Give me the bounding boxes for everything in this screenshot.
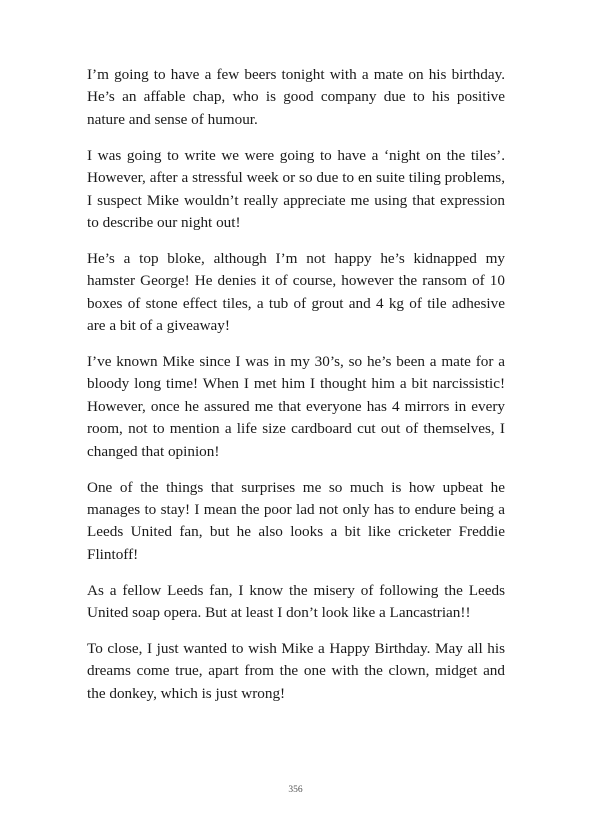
paragraph-2: I was going to write we were going to have a ‘night on the tiles’. However, after a stressful week or so due to en suite tiling problems, I suspect Mike wouldn’t really appreciate me using that expression to describe our night out! <box>87 146 505 231</box>
paragraph-5: One of the things that surprises me so much is how upbeat he manages to stay! I mean the poor lad not only has to endure being a Leeds United fan, but he also looks a bit like cricketer Freddie Flintoff! <box>87 478 505 563</box>
paragraph-7: To close, I just wanted to wish Mike a Happy Birthday. May all his dreams come true, apart from the one with the clown, midget and the donkey, which is just wrong! <box>87 639 505 702</box>
paragraph-1: I’m going to have a few beers tonight with a mate on his birthday. He’s an affable chap, who is good company due to his positive nature and sense of humour. <box>87 66 505 128</box>
body-text <box>87 64 505 719</box>
paragraph-3: He’s a top bloke, although I’m not happy he’s kidnapped my hamster George! He denies it of course, however the ransom of 10 boxes of stone effect tiles, a tub of grout and 4 kg of tile adhesive are a bit of a giveaway! <box>87 249 505 335</box>
paragraph-6: As a fellow Leeds fan, I know the misery of following the Leeds United soap opera. But at least I don’t look like a Lancastrian!! <box>87 581 505 622</box>
page-number: 356 <box>288 785 303 795</box>
paragraph-4: I’ve known Mike since I was in my 30’s, so he’s been a mate for a bloody long time! When I met him I thought him a bit narcissistic! However, once he assured me that everyone has 4 mirrors in every room, not to mention a life size cardboard cut out of themselves, I changed that opinion! <box>87 352 505 460</box>
